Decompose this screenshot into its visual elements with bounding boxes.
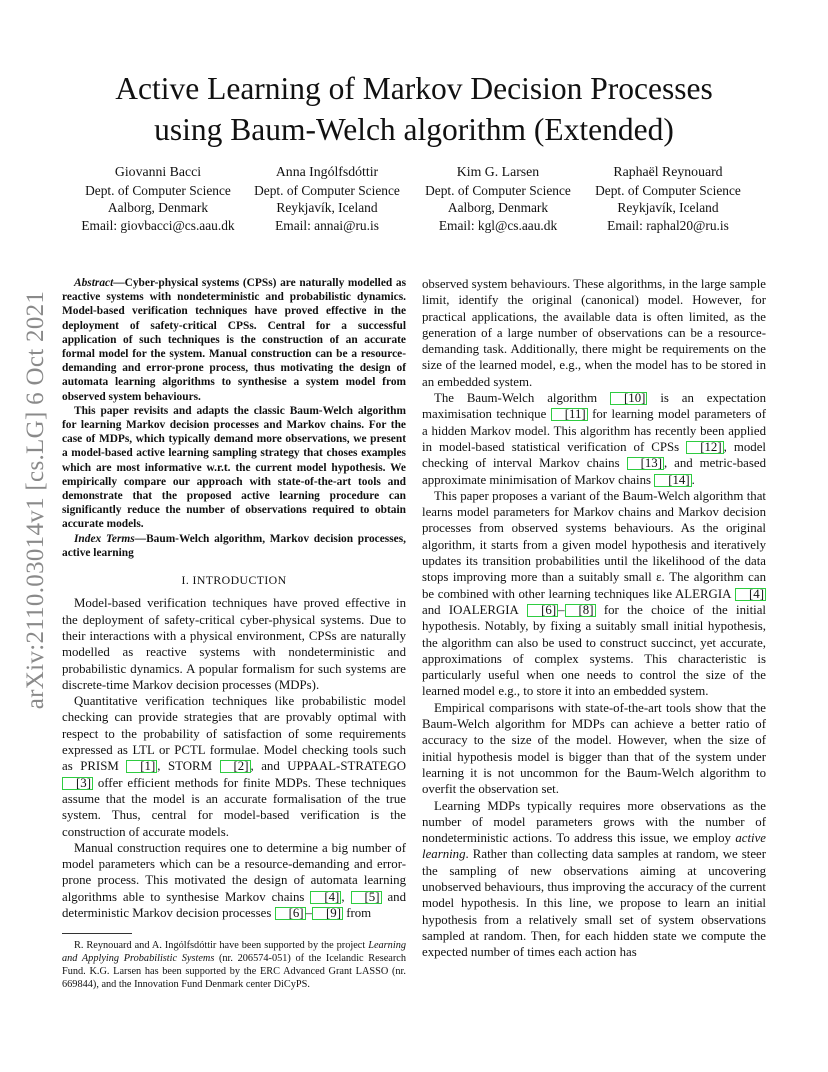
tool-name-ioalergia [462, 603, 518, 617]
text-run: Manual construction requires one to determine a big number of model parameters which can be a resource-demanding and error-prone process. This motivated the design of automata learning algorithms able to synthesise Markov chains [62, 840, 406, 904]
author-dept: Dept. of Computer Science [425, 182, 571, 198]
abstract-label: Abstract [74, 277, 114, 289]
text-run: , [341, 889, 351, 904]
citation-link[interactable]: [6] [275, 907, 306, 920]
text-run: for the choice of the initial hypothesis. Notably, by fixing a suitably small initial hypothesis, the algorithm can also be used to construct succinct, yet accurate, approximations of complex systems. This characteristic is particularly useful when one needs to control the size of the learned model e.g., to store it into an embedded system. [422, 602, 766, 699]
abstract-paragraph-2: This paper revisits and adapts the classic Baum-Welch algorithm for learning Markov decision processes and Markov chains. For the case of MDPs, which typically demand more observations, we present a model-based active learning sampling strategy that choses examples which are most informative w.r.t. the current model hypothesis. We empirically compare our approach with state-of-the-art tools and demonstrate that the proposed active learning procedure can significantly reduce the number of observations required to obtain accurate models. [62, 404, 406, 531]
paper-title [60, 68, 768, 150]
arxiv-identifier-stamp: arXiv:2110.03014v1 [cs.LG] 6 Oct 2021 [22, 290, 49, 710]
title-line-2: using Baum-Welch algorithm (Extended) [154, 112, 674, 147]
text-run: TRATEGO [347, 759, 406, 774]
abstract-paragraph-1: Abstract—Cyber-physical systems (CPSs) are naturally modelled as reactive systems with nondeterministic and probabilistic dynamics. Model-based verification techniques have proved effective in the deployment of safety-critical CPSs. Central for a successful application of such techniques is the construction of an accurate formal model for the system. Manual construction can be a resource-demanding and error-prone process, thus motivating the design of automata learning algorithms to synthesise a system model from observed system behaviours. [62, 277, 406, 403]
citation-link[interactable]: [2] [220, 760, 251, 773]
abstract-text-1: Cyber-physical systems (CPSs) are naturally modelled as reactive systems with nondeterministic and probabilistic dynamics. Model-based verification techniques have proved effective in the deployment of safety-critical CPSs. Central for a successful application of such techniques is the construction of an accurate formal model for the system. Manual construction can be a resource-demanding and error-prone process, thus motivating the design of automata learning algorithms to synthesise a system model from observed system behaviours. [62, 277, 406, 403]
citation-link[interactable]: [13] [627, 457, 664, 470]
text-run: A [675, 586, 685, 601]
citation-link[interactable]: [9] [312, 907, 343, 920]
text-run: , model checking of interval Markov chains [422, 439, 766, 471]
index-terms: Index Terms—Baum-Welch algorithm, Markov decision processes, active learning [62, 532, 406, 559]
text-run: Quantitative verification techniques like probabilistic model checking can provide strategies that are provably optimal with respect to the probability of satisfaction of some requirements expressed as LTL or PCTL formulae. Model checking tools such as [62, 694, 406, 774]
author-dept: Dept. of Computer Science [595, 182, 741, 198]
text-run: , and [250, 759, 288, 774]
intro-paragraph-3 [62, 840, 406, 921]
text-run: is an expectation maximisation technique [422, 391, 766, 422]
tool-name-storm [168, 759, 212, 773]
section-title-rest: NTRODUCTION [196, 573, 287, 588]
author-block-2 [254, 163, 400, 234]
author-name: Kim G. Larsen [456, 164, 540, 179]
author-location: Reykjavík, Iceland [617, 200, 719, 215]
text-run: - [336, 759, 341, 774]
title-line-1: Active Learning of Markov Decision Processes [115, 71, 713, 106]
author-name: Giovanni Bacci [114, 164, 202, 179]
right-paragraph-1: observed system behaviours. These algorithms, in the large sample limit, identify the original (canonical) model. However, for practical applications, the available data is often limited, as the generation of a large number of observations can be a resource-demanding task. Additionally, there might be requirements on the size of the learned model, e.g., when the model has to be stored in an embedded system. [422, 277, 766, 389]
author-location: Reykjavík, Iceland [276, 200, 378, 215]
text-run: Learning and Applying Probabilistic Systems [62, 940, 406, 965]
author-location: Aalborg, Denmark [107, 200, 209, 215]
text-run: – [305, 906, 312, 920]
author-name: Raphaël Reynouard [613, 164, 723, 179]
text-run: TORM [175, 759, 213, 774]
author-name: Anna Ingólfsdóttir [275, 164, 379, 179]
text-run: and IO [422, 602, 463, 617]
text-run: LERGIA [684, 586, 732, 601]
text-run: U [287, 759, 297, 774]
text-run: and deterministic Markov decision processes [62, 889, 407, 920]
author-location: Aalborg, Denmark [447, 200, 549, 215]
section-number: I. [181, 573, 190, 588]
citation-link[interactable]: [12] [686, 441, 723, 454]
right-column [422, 276, 766, 960]
text-run: . Rather than collecting data samples at random, we steer the sampling of new observations aiming at uncovering unobserved behaviours, thus improving the accuracy of the current model hypothesis. In this line, we propose to learn an initial hypothesis from a relatively small set of system observations sampled at random. Then, for each hidden state we compute the expected number of times each action has [422, 847, 766, 960]
text-run: A [462, 602, 472, 617]
text-run: for learning model parameters of a hidden Markov model. This algorithm has recently been applied in model-based statistical verification of CPSs [422, 407, 766, 454]
text-run: The Baum-Welch algorithm [434, 391, 611, 406]
text-run: . [691, 472, 695, 487]
intro-paragraph-2 [62, 693, 406, 840]
citation-link[interactable]: [3] [62, 777, 93, 790]
text-run: from [342, 906, 372, 920]
citation-link[interactable]: [8] [565, 604, 596, 617]
citation-link[interactable]: [14] [654, 474, 691, 487]
right-paragraph-2 [422, 390, 766, 488]
funding-footnote [62, 940, 406, 991]
author-dept: Dept. of Computer Science [254, 182, 400, 198]
citation-link[interactable]: [4] [310, 891, 341, 904]
text-run: Learning MDPs typically requires more observations as the number of model parameters grows with the number of nondeterministic actions. To address this issue, we employ [422, 798, 766, 846]
author-email: Email: giovbacci@cs.aau.dk [81, 217, 235, 233]
text-run: , [157, 759, 168, 774]
text-run [519, 603, 527, 617]
text-run: , and metric-based approximate minimisation of Markov chains [422, 456, 766, 487]
citation-link[interactable]: [4] [735, 588, 766, 601]
right-paragraph-3 [422, 488, 766, 700]
left-column [62, 276, 406, 991]
author-block-4 [595, 163, 741, 234]
author-email: Email: kgl@cs.aau.dk [438, 217, 558, 233]
index-terms-text: Baum-Welch algorithm, Markov decision processes, active learning [62, 532, 406, 559]
section-title-initial: I [192, 573, 197, 588]
text-run: offer efficient methods for finite MDPs. These techniques assume that the model is an accurate formalisation of the true system. Thus, central for model-based verification is the construction of accurate models. [62, 775, 406, 839]
text-run: PPAAL [296, 759, 337, 774]
citation-link[interactable]: [1] [126, 760, 157, 773]
intro-paragraph-1: Model-based verification techniques have proved effective in the deployment of safety-critical cyber-physical systems. Due to their interactions with a physical environment, CPSs are naturally modelled as reactive systems with nondeterministic and probabilistic dynamics. A popular formalism for such systems are discrete-time Markov decision processes (MDPs). [62, 596, 406, 692]
author-dept: Dept. of Computer Science [85, 182, 231, 198]
author-block-1 [81, 163, 234, 234]
citation-link[interactable]: [6] [527, 604, 558, 617]
text-run: LERGIA [471, 602, 519, 617]
tool-name-prism [80, 759, 119, 773]
text-run: (nr. 206574-051) of the Icelandic Research Fund. K.G. Larsen has been supported by the ERC Advanced Grant LASSO (nr. 669844), and the Innovation Fund Denmark center DiCyPS. [62, 953, 406, 990]
text-run: S [340, 759, 348, 774]
right-paragraph-4: Empirical comparisons with state-of-the-art tools show that the Baum-Welch algorithm for MDPs can achieve a better ratio of accuracy to the size of the model. However, when the size of initial hypothesis model is bigger than that of the system under learning it is not uncommon for the Baum-Welch algorithm to overfit the observation set. [422, 700, 766, 797]
citation-link[interactable]: [10] [610, 392, 647, 405]
text-run: R. Reynouard and A. Ingólfsdóttir have been supported by the project [74, 940, 369, 952]
author-block-3 [425, 163, 571, 234]
tool-name-alergia [675, 587, 731, 601]
author-email: Email: raphal20@ru.is [607, 217, 729, 233]
footnote-divider [62, 933, 132, 934]
abstract [62, 276, 406, 560]
right-paragraph-5 [422, 798, 766, 961]
author-email: Email: annai@ru.is [275, 217, 379, 233]
tool-name-uppaal-stratego [287, 759, 406, 773]
section-heading-introduction [62, 572, 406, 588]
text-run: RISM [87, 759, 119, 774]
text-run: – [558, 602, 565, 617]
index-terms-label: Index Terms [74, 532, 135, 545]
text-run: P [80, 759, 88, 774]
text-run: active learning [422, 831, 766, 862]
citation-link[interactable]: [11] [551, 408, 588, 421]
citation-link[interactable]: [5] [351, 891, 382, 904]
text-run: This paper proposes a variant of the Baum-Welch algorithm that learns model parameters for Markov chains and Markov decision processes from observed systems behaviours. As the original algorithm, it starts from a given model hypothesis and iteratively updates its transition probabilities until the likelihood of the data stops improving more than a suitably small ε. The algorithm can be combined with other learning techniques like [422, 488, 766, 601]
text-run: S [167, 759, 176, 774]
